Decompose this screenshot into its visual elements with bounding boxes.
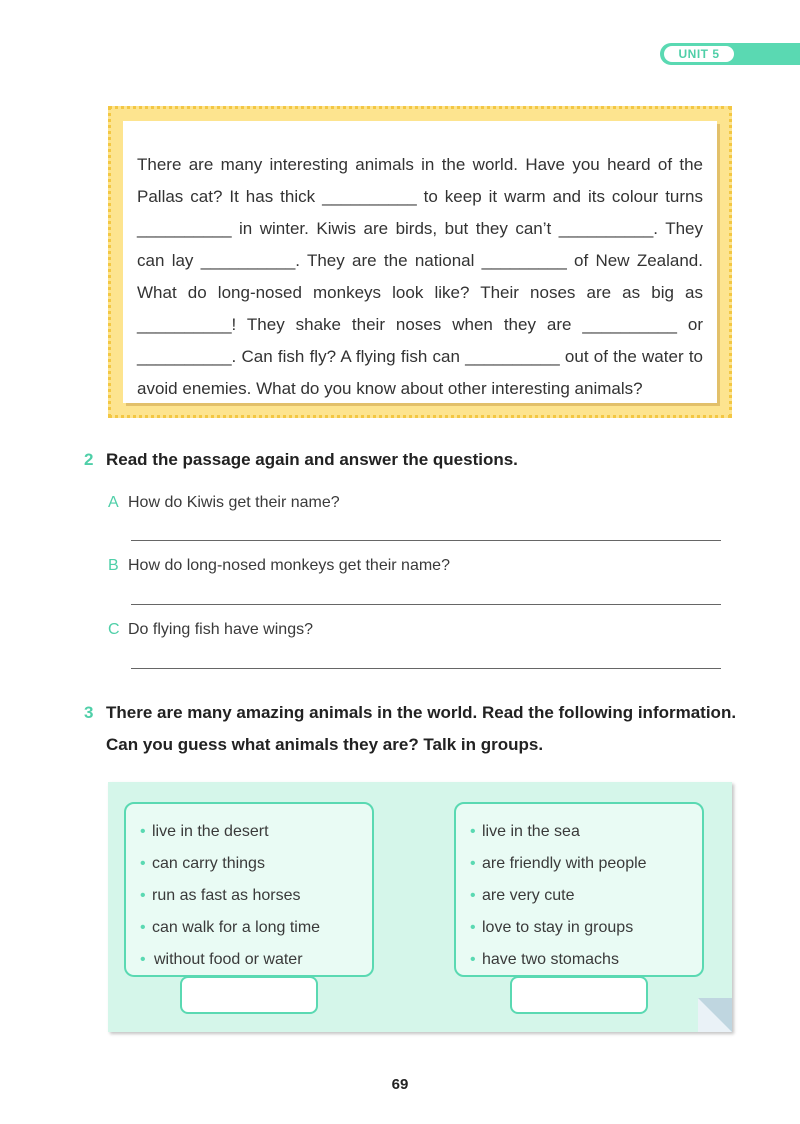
- clue-item: • live in the sea: [470, 816, 688, 848]
- section-2-title: Read the passage again and answer the questions.: [106, 450, 518, 469]
- question-c: [108, 621, 313, 639]
- unit-label: UNIT 5: [664, 46, 734, 62]
- question-a: [108, 494, 340, 512]
- passage-card: [123, 121, 717, 403]
- section-2-number: 2: [84, 450, 94, 469]
- section-3-heading-line-2: Can you guess what animals they are? Talk in groups.: [106, 735, 544, 754]
- question-c-letter: C: [108, 621, 120, 638]
- passage-frame: [108, 106, 732, 418]
- animal-answer-box-1[interactable]: [180, 976, 318, 1014]
- question-b-text: How do long-nosed monkeys get their name?: [128, 557, 450, 574]
- clue-item: • love to stay in groups: [470, 912, 688, 944]
- clue-item: • live in the desert: [140, 816, 358, 848]
- question-b: [108, 557, 450, 575]
- section-3-heading: [84, 697, 736, 729]
- clue-item: • can carry things: [140, 848, 358, 880]
- clue-item: • run as fast as horses: [140, 880, 358, 912]
- clue-item: • have two stomachs: [470, 944, 688, 976]
- page-curl: [698, 998, 732, 1032]
- clue-box-1: [124, 802, 374, 977]
- page-number: 69: [391, 1076, 409, 1093]
- clue-list-2: [470, 816, 688, 976]
- question-a-letter: A: [108, 494, 119, 511]
- question-b-letter: B: [108, 557, 119, 574]
- section-3-number: 3: [84, 703, 94, 722]
- passage-text: There are many interesting animals in the world. Have you heard of the Pallas cat? It has thick __________ to keep it warm and its colour turns __________ in winter. Kiwis are birds, but they can’t __________. They can lay __________. They are the national _________ of New Zealand. What do long-nosed monkeys look like? Their noses are as big as __________! They shake their noses when they are __________ or __________. Can fish fly? A flying fish can __________ out of the water to avoid enemies. What do you know about other interesting animals?: [137, 155, 703, 398]
- answer-line-c[interactable]: [131, 668, 721, 669]
- answer-line-a[interactable]: [131, 540, 721, 541]
- section-3-title-line-1: There are many amazing animals in the world. Read the following information.: [106, 703, 737, 722]
- clue-item: • are very cute: [470, 880, 688, 912]
- clue-box-2: [454, 802, 704, 977]
- clue-item: • can walk for a long time: [140, 912, 358, 944]
- question-a-text: How do Kiwis get their name?: [128, 494, 340, 511]
- clue-list-1: [140, 816, 358, 976]
- animal-answer-box-2[interactable]: [510, 976, 648, 1014]
- unit-tab: [660, 43, 800, 65]
- animal-clues-card: [108, 782, 732, 1032]
- section-2-heading: [84, 444, 518, 476]
- clue-item-continued: • without food or water: [140, 944, 358, 976]
- clue-item: • are friendly with people: [470, 848, 688, 880]
- question-c-text: Do flying fish have wings?: [128, 621, 313, 638]
- answer-line-b[interactable]: [131, 604, 721, 605]
